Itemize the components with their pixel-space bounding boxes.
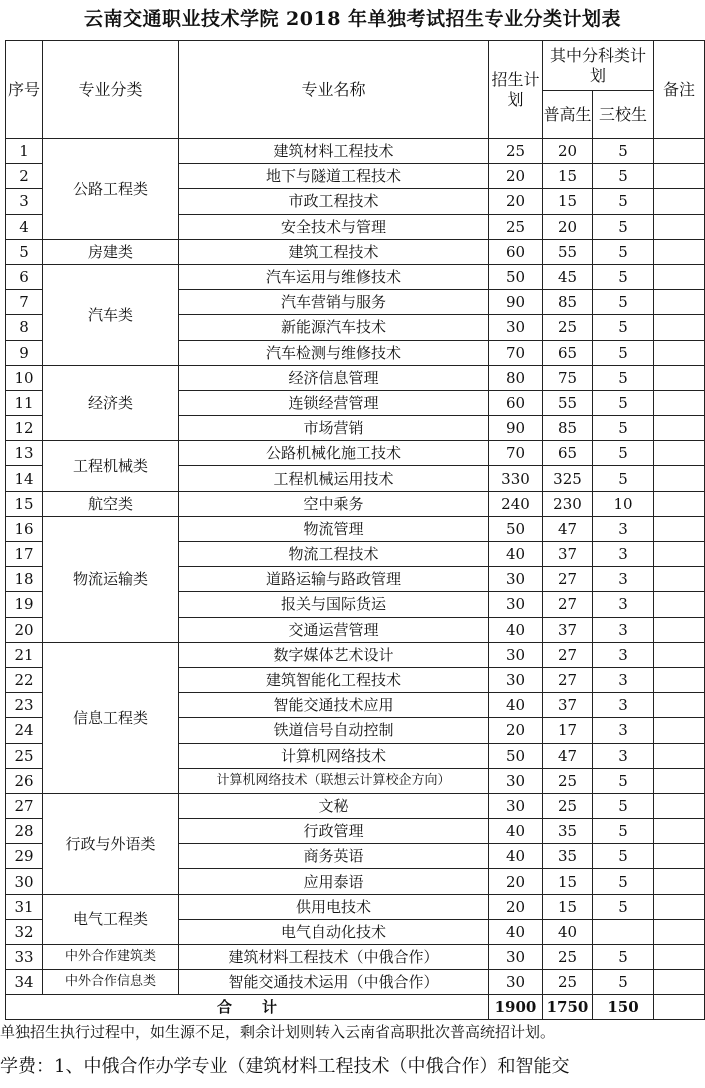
row-plan: 20 bbox=[489, 718, 543, 743]
row-major: 安全技术与管理 bbox=[179, 214, 489, 239]
row-putong: 85 bbox=[543, 290, 593, 315]
table-row bbox=[6, 516, 705, 541]
row-putong: 47 bbox=[543, 743, 593, 768]
row-category: 中外合作建筑类 bbox=[43, 945, 179, 970]
row-sanxiao: 5 bbox=[593, 945, 654, 970]
enrollment-plan-table bbox=[5, 40, 705, 1020]
row-major: 地下与隧道工程技术 bbox=[179, 164, 489, 189]
row-putong: 27 bbox=[543, 667, 593, 692]
row-seq: 8 bbox=[6, 315, 43, 340]
row-category: 电气工程类 bbox=[43, 894, 179, 944]
row-category: 中外合作信息类 bbox=[43, 970, 179, 995]
row-seq: 6 bbox=[6, 264, 43, 289]
row-putong: 35 bbox=[543, 844, 593, 869]
row-plan: 20 bbox=[489, 869, 543, 894]
row-major: 经济信息管理 bbox=[179, 365, 489, 390]
row-putong: 37 bbox=[543, 542, 593, 567]
row-sanxiao: 5 bbox=[593, 239, 654, 264]
row-plan: 20 bbox=[489, 189, 543, 214]
row-seq: 24 bbox=[6, 718, 43, 743]
row-remark bbox=[654, 869, 705, 894]
header-category: 专业分类 bbox=[43, 41, 179, 139]
total-remark bbox=[654, 995, 705, 1020]
row-remark bbox=[654, 340, 705, 365]
table-row bbox=[6, 945, 705, 970]
row-remark bbox=[654, 315, 705, 340]
row-plan: 50 bbox=[489, 743, 543, 768]
row-plan: 50 bbox=[489, 264, 543, 289]
row-remark bbox=[654, 214, 705, 239]
row-major: 计算机网络技术 bbox=[179, 743, 489, 768]
row-major: 汽车运用与维修技术 bbox=[179, 264, 489, 289]
row-sanxiao: 5 bbox=[593, 315, 654, 340]
row-major: 空中乘务 bbox=[179, 491, 489, 516]
row-putong: 37 bbox=[543, 693, 593, 718]
row-seq: 18 bbox=[6, 567, 43, 592]
row-remark bbox=[654, 264, 705, 289]
header-plan: 招生计划 bbox=[489, 41, 543, 139]
row-seq: 29 bbox=[6, 844, 43, 869]
row-sanxiao: 5 bbox=[593, 365, 654, 390]
row-putong: 27 bbox=[543, 567, 593, 592]
row-major: 文秘 bbox=[179, 793, 489, 818]
row-plan: 40 bbox=[489, 819, 543, 844]
row-sanxiao: 5 bbox=[593, 340, 654, 365]
row-plan: 330 bbox=[489, 466, 543, 491]
row-remark bbox=[654, 743, 705, 768]
row-plan: 40 bbox=[489, 542, 543, 567]
row-plan: 30 bbox=[489, 567, 543, 592]
total-row bbox=[6, 995, 705, 1020]
row-sanxiao: 5 bbox=[593, 768, 654, 793]
row-major: 交通运营管理 bbox=[179, 617, 489, 642]
row-putong: 25 bbox=[543, 970, 593, 995]
row-plan: 30 bbox=[489, 768, 543, 793]
row-remark bbox=[654, 642, 705, 667]
row-putong: 25 bbox=[543, 793, 593, 818]
table-row bbox=[6, 441, 705, 466]
header-major: 专业名称 bbox=[179, 41, 489, 139]
row-putong: 85 bbox=[543, 416, 593, 441]
row-major: 公路机械化施工技术 bbox=[179, 441, 489, 466]
row-sanxiao: 5 bbox=[593, 164, 654, 189]
row-putong: 55 bbox=[543, 390, 593, 415]
row-seq: 13 bbox=[6, 441, 43, 466]
row-seq: 5 bbox=[6, 239, 43, 264]
row-major: 商务英语 bbox=[179, 844, 489, 869]
row-sanxiao: 5 bbox=[593, 844, 654, 869]
row-seq: 7 bbox=[6, 290, 43, 315]
row-sanxiao: 3 bbox=[593, 592, 654, 617]
row-major: 道路运输与路政管理 bbox=[179, 567, 489, 592]
row-sanxiao bbox=[593, 919, 654, 944]
row-category: 汽车类 bbox=[43, 264, 179, 365]
row-putong: 47 bbox=[543, 516, 593, 541]
row-remark bbox=[654, 617, 705, 642]
row-major: 行政管理 bbox=[179, 819, 489, 844]
row-seq: 33 bbox=[6, 945, 43, 970]
row-putong: 37 bbox=[543, 617, 593, 642]
row-sanxiao: 3 bbox=[593, 743, 654, 768]
row-category: 工程机械类 bbox=[43, 441, 179, 491]
row-plan: 60 bbox=[489, 239, 543, 264]
row-seq: 34 bbox=[6, 970, 43, 995]
row-major: 数字媒体艺术设计 bbox=[179, 642, 489, 667]
row-putong: 27 bbox=[543, 642, 593, 667]
row-major: 报关与国际货运 bbox=[179, 592, 489, 617]
row-remark bbox=[654, 516, 705, 541]
row-remark bbox=[654, 693, 705, 718]
row-seq: 4 bbox=[6, 214, 43, 239]
row-major: 智能交通技术应用 bbox=[179, 693, 489, 718]
total-plan: 1900 bbox=[489, 995, 543, 1020]
row-seq: 9 bbox=[6, 340, 43, 365]
row-major: 市政工程技术 bbox=[179, 189, 489, 214]
row-plan: 30 bbox=[489, 642, 543, 667]
row-seq: 10 bbox=[6, 365, 43, 390]
row-seq: 20 bbox=[6, 617, 43, 642]
row-major: 物流管理 bbox=[179, 516, 489, 541]
row-putong: 230 bbox=[543, 491, 593, 516]
row-category: 经济类 bbox=[43, 365, 179, 441]
row-seq: 23 bbox=[6, 693, 43, 718]
row-remark bbox=[654, 290, 705, 315]
row-major: 物流工程技术 bbox=[179, 542, 489, 567]
row-seq: 11 bbox=[6, 390, 43, 415]
table-row bbox=[6, 139, 705, 164]
row-plan: 40 bbox=[489, 919, 543, 944]
row-remark bbox=[654, 189, 705, 214]
row-sanxiao: 5 bbox=[593, 214, 654, 239]
table-row bbox=[6, 264, 705, 289]
row-remark bbox=[654, 894, 705, 919]
row-plan: 70 bbox=[489, 441, 543, 466]
row-putong: 25 bbox=[543, 315, 593, 340]
row-seq: 25 bbox=[6, 743, 43, 768]
row-remark bbox=[654, 768, 705, 793]
row-putong: 65 bbox=[543, 441, 593, 466]
row-remark bbox=[654, 491, 705, 516]
row-major: 建筑材料工程技术（中俄合作） bbox=[179, 945, 489, 970]
row-sanxiao: 3 bbox=[593, 542, 654, 567]
row-putong: 15 bbox=[543, 869, 593, 894]
row-putong: 20 bbox=[543, 214, 593, 239]
row-putong: 15 bbox=[543, 189, 593, 214]
row-category: 物流运输类 bbox=[43, 516, 179, 642]
row-seq: 32 bbox=[6, 919, 43, 944]
total-sanxiao: 150 bbox=[593, 995, 654, 1020]
row-remark bbox=[654, 592, 705, 617]
row-plan: 70 bbox=[489, 340, 543, 365]
table-row bbox=[6, 970, 705, 995]
row-putong: 20 bbox=[543, 139, 593, 164]
row-seq: 15 bbox=[6, 491, 43, 516]
row-putong: 15 bbox=[543, 894, 593, 919]
row-seq: 28 bbox=[6, 819, 43, 844]
row-putong: 75 bbox=[543, 365, 593, 390]
row-sanxiao: 3 bbox=[593, 667, 654, 692]
table-row bbox=[6, 642, 705, 667]
row-remark bbox=[654, 844, 705, 869]
row-putong: 17 bbox=[543, 718, 593, 743]
row-sanxiao: 3 bbox=[593, 642, 654, 667]
page-title: 云南交通职业技术学院 2018 年单独考试招生专业分类计划表 bbox=[83, 8, 622, 30]
table-row bbox=[6, 365, 705, 390]
row-plan: 30 bbox=[489, 315, 543, 340]
row-putong: 55 bbox=[543, 239, 593, 264]
row-seq: 26 bbox=[6, 768, 43, 793]
row-seq: 17 bbox=[6, 542, 43, 567]
row-sanxiao: 3 bbox=[593, 516, 654, 541]
row-plan: 40 bbox=[489, 844, 543, 869]
row-major: 电气自动化技术 bbox=[179, 919, 489, 944]
row-major: 智能交通技术运用（中俄合作） bbox=[179, 970, 489, 995]
row-major: 汽车营销与服务 bbox=[179, 290, 489, 315]
total-putong: 1750 bbox=[543, 995, 593, 1020]
row-remark bbox=[654, 919, 705, 944]
row-seq: 12 bbox=[6, 416, 43, 441]
row-putong: 15 bbox=[543, 164, 593, 189]
row-plan: 30 bbox=[489, 667, 543, 692]
total-label: 合 计 bbox=[6, 995, 489, 1020]
row-remark bbox=[654, 718, 705, 743]
row-sanxiao: 5 bbox=[593, 970, 654, 995]
row-plan: 20 bbox=[489, 894, 543, 919]
row-sanxiao: 3 bbox=[593, 567, 654, 592]
row-sanxiao: 3 bbox=[593, 718, 654, 743]
row-plan: 30 bbox=[489, 945, 543, 970]
row-major: 计算机网络技术（联想云计算校企方向） bbox=[179, 768, 489, 793]
table-row bbox=[6, 894, 705, 919]
row-remark bbox=[654, 239, 705, 264]
row-remark bbox=[654, 945, 705, 970]
row-seq: 3 bbox=[6, 189, 43, 214]
row-plan: 25 bbox=[489, 139, 543, 164]
row-plan: 80 bbox=[489, 365, 543, 390]
row-seq: 2 bbox=[6, 164, 43, 189]
row-putong: 27 bbox=[543, 592, 593, 617]
row-major: 建筑智能化工程技术 bbox=[179, 667, 489, 692]
row-remark bbox=[654, 441, 705, 466]
row-putong: 25 bbox=[543, 945, 593, 970]
row-seq: 1 bbox=[6, 139, 43, 164]
row-remark bbox=[654, 416, 705, 441]
table-row bbox=[6, 793, 705, 818]
row-major: 工程机械运用技术 bbox=[179, 466, 489, 491]
row-remark bbox=[654, 164, 705, 189]
row-sanxiao: 3 bbox=[593, 617, 654, 642]
row-seq: 27 bbox=[6, 793, 43, 818]
row-putong: 40 bbox=[543, 919, 593, 944]
row-putong: 35 bbox=[543, 819, 593, 844]
row-category: 航空类 bbox=[43, 491, 179, 516]
row-sanxiao: 5 bbox=[593, 819, 654, 844]
row-category: 房建类 bbox=[43, 239, 179, 264]
row-major: 建筑材料工程技术 bbox=[179, 139, 489, 164]
row-putong: 45 bbox=[543, 264, 593, 289]
row-sanxiao: 5 bbox=[593, 869, 654, 894]
row-remark bbox=[654, 667, 705, 692]
row-major: 铁道信号自动控制 bbox=[179, 718, 489, 743]
row-sanxiao: 3 bbox=[593, 693, 654, 718]
row-seq: 14 bbox=[6, 466, 43, 491]
table-body bbox=[6, 139, 705, 1020]
row-plan: 40 bbox=[489, 617, 543, 642]
row-remark bbox=[654, 567, 705, 592]
row-seq: 30 bbox=[6, 869, 43, 894]
row-plan: 50 bbox=[489, 516, 543, 541]
row-sanxiao: 5 bbox=[593, 894, 654, 919]
row-sanxiao: 5 bbox=[593, 264, 654, 289]
row-major: 建筑工程技术 bbox=[179, 239, 489, 264]
row-putong: 25 bbox=[543, 768, 593, 793]
row-sanxiao: 5 bbox=[593, 441, 654, 466]
row-sanxiao: 5 bbox=[593, 466, 654, 491]
row-sanxiao: 5 bbox=[593, 390, 654, 415]
note-line-1: 单独招生执行过程中，如生源不足，剩余计划则转入云南省高职批次普高统招计划。 bbox=[0, 1023, 556, 1041]
row-seq: 16 bbox=[6, 516, 43, 541]
row-remark bbox=[654, 793, 705, 818]
row-plan: 25 bbox=[489, 214, 543, 239]
header-sanxiao: 三校生 bbox=[593, 91, 654, 139]
row-major: 应用泰语 bbox=[179, 869, 489, 894]
table-row bbox=[6, 239, 705, 264]
row-plan: 40 bbox=[489, 693, 543, 718]
row-remark bbox=[654, 542, 705, 567]
row-seq: 22 bbox=[6, 667, 43, 692]
row-seq: 19 bbox=[6, 592, 43, 617]
row-category: 公路工程类 bbox=[43, 139, 179, 240]
header-putong: 普高生 bbox=[543, 91, 593, 139]
table-header-row bbox=[6, 41, 705, 91]
row-major: 连锁经营管理 bbox=[179, 390, 489, 415]
row-sanxiao: 5 bbox=[593, 290, 654, 315]
note-line-2: 学费：1、中俄合作办学专业（建筑材料工程技术（中俄合作）和智能交 bbox=[0, 1056, 570, 1077]
row-putong: 65 bbox=[543, 340, 593, 365]
row-remark bbox=[654, 365, 705, 390]
row-plan: 90 bbox=[489, 416, 543, 441]
row-plan: 30 bbox=[489, 793, 543, 818]
row-remark bbox=[654, 390, 705, 415]
row-remark bbox=[654, 970, 705, 995]
row-sanxiao: 5 bbox=[593, 793, 654, 818]
row-remark bbox=[654, 466, 705, 491]
row-major: 供用电技术 bbox=[179, 894, 489, 919]
row-category: 行政与外语类 bbox=[43, 793, 179, 894]
row-remark bbox=[654, 139, 705, 164]
row-plan: 90 bbox=[489, 290, 543, 315]
row-major: 市场营销 bbox=[179, 416, 489, 441]
row-sanxiao: 5 bbox=[593, 416, 654, 441]
row-major: 新能源汽车技术 bbox=[179, 315, 489, 340]
row-sanxiao: 10 bbox=[593, 491, 654, 516]
row-sanxiao: 5 bbox=[593, 139, 654, 164]
row-plan: 20 bbox=[489, 164, 543, 189]
header-remark: 备注 bbox=[654, 41, 705, 139]
header-seq: 序号 bbox=[6, 41, 43, 139]
row-plan: 240 bbox=[489, 491, 543, 516]
row-putong: 325 bbox=[543, 466, 593, 491]
row-major: 汽车检测与维修技术 bbox=[179, 340, 489, 365]
table-row bbox=[6, 491, 705, 516]
row-seq: 31 bbox=[6, 894, 43, 919]
header-sub-plan: 其中分科类计划 bbox=[543, 41, 654, 91]
row-plan: 30 bbox=[489, 592, 543, 617]
row-plan: 60 bbox=[489, 390, 543, 415]
row-sanxiao: 5 bbox=[593, 189, 654, 214]
row-plan: 30 bbox=[489, 970, 543, 995]
row-category: 信息工程类 bbox=[43, 642, 179, 793]
row-seq: 21 bbox=[6, 642, 43, 667]
row-remark bbox=[654, 819, 705, 844]
